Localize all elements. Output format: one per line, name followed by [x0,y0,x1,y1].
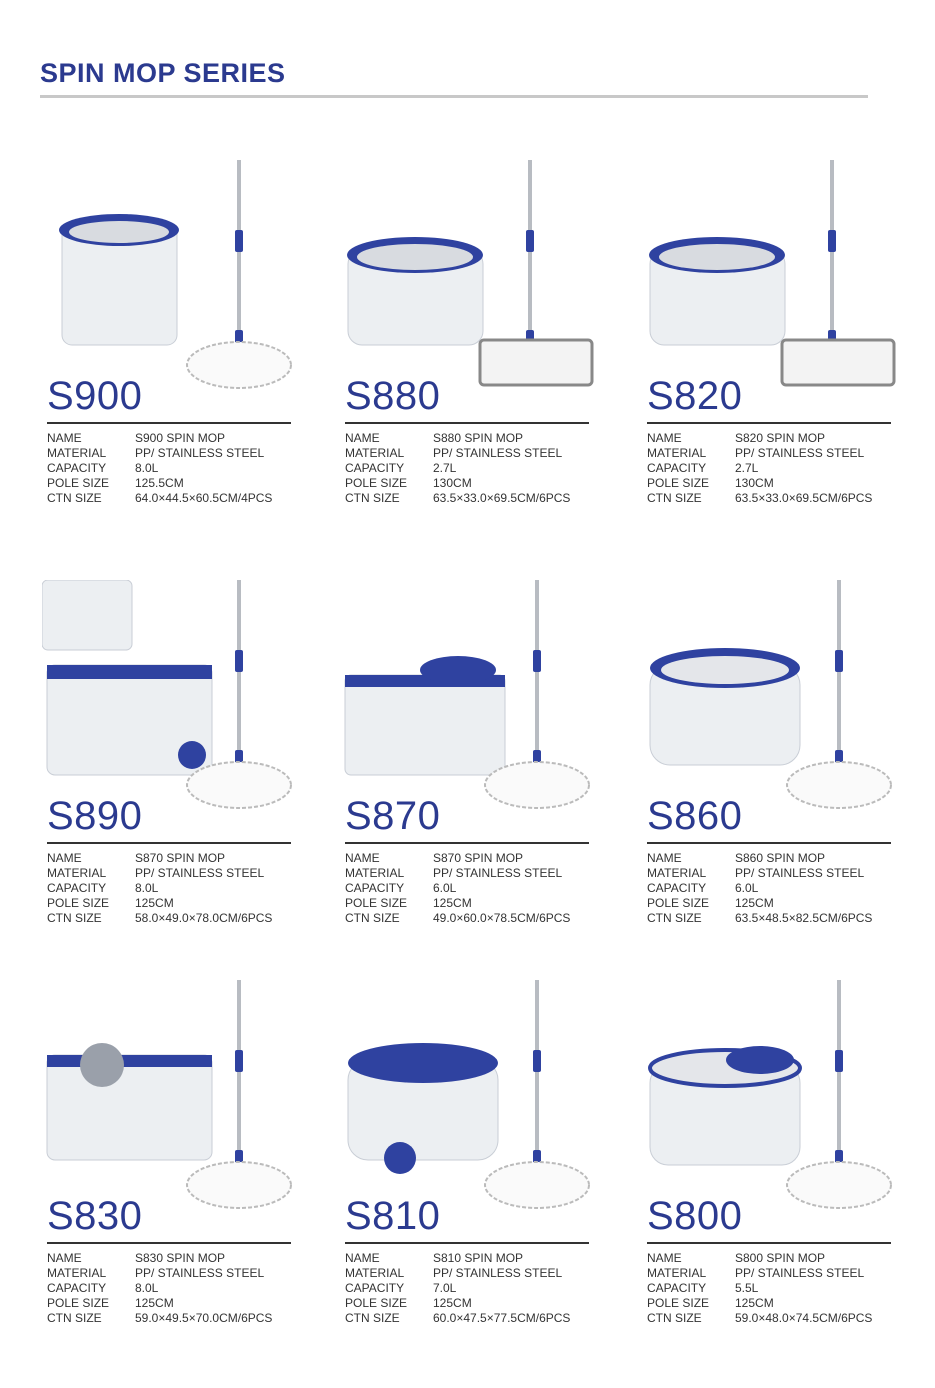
product-card-s880 [340,160,600,530]
spec-label: CTN SIZE [47,491,102,505]
spec-list [647,851,907,926]
product-photo [642,160,902,410]
spec-label: NAME [345,1251,380,1265]
spec-row [647,1251,907,1266]
spec-value: 60.0×47.5×77.5CM/6PCS [433,1311,571,1325]
bucket [59,214,179,345]
spec-value: PP/ STAINLESS STEEL [135,1266,265,1280]
spec-value: PP/ STAINLESS STEEL [735,866,865,880]
product-card-s800 [642,980,902,1350]
spec-row [47,476,307,491]
spec-list [345,1251,605,1326]
model-divider [345,422,589,424]
spec-label: CAPACITY [47,881,107,895]
spec-value: 59.0×49.5×70.0CM/6PCS [135,1311,273,1325]
spec-label: MATERIAL [647,866,707,880]
spec-row [47,851,307,866]
spec-row [47,896,307,911]
spec-label: CAPACITY [47,1281,107,1295]
model-number: S800 [647,1194,743,1238]
product-photo [42,580,302,830]
spec-value: 125CM [735,896,774,910]
spec-row [47,446,307,461]
spec-label: CAPACITY [647,1281,707,1295]
model-divider [647,422,891,424]
spec-row [647,491,907,506]
bucket [348,1043,498,1174]
spec-value: S860 SPIN MOP [735,851,826,865]
spec-label: POLE SIZE [647,896,710,910]
model-number: S870 [345,794,441,838]
spec-list [345,431,605,506]
spec-label: CAPACITY [647,461,707,475]
model-number: S830 [47,1194,143,1238]
spec-row [647,1296,907,1311]
model-number: S900 [47,374,143,418]
spec-row [47,1251,307,1266]
spec-value: 63.5×33.0×69.5CM/6PCS [735,491,873,505]
spec-row [345,491,605,506]
model-number: S820 [647,374,743,418]
spec-row [47,866,307,881]
model-number: S810 [345,1194,441,1238]
spec-value: S880 SPIN MOP [433,431,524,445]
spec-row [345,911,605,926]
spec-value: 64.0×44.5×60.5CM/4PCS [135,491,273,505]
spec-value: 130CM [735,476,774,490]
spec-value: 63.5×33.0×69.5CM/6PCS [433,491,571,505]
spec-row [647,461,907,476]
spec-value: 59.0×48.0×74.5CM/6PCS [735,1311,873,1325]
spec-label: CAPACITY [345,461,405,475]
spec-label: CAPACITY [345,881,405,895]
spec-label: MATERIAL [345,866,405,880]
spec-list [345,851,605,926]
spec-label: POLE SIZE [345,476,408,490]
spec-value: S830 SPIN MOP [135,1251,226,1265]
spec-row [647,431,907,446]
product-card-s870 [340,580,600,950]
spec-row [647,896,907,911]
model-divider [345,1242,589,1244]
spec-value: PP/ STAINLESS STEEL [433,446,563,460]
page-title: SPIN MOP SERIES [40,58,286,88]
spec-label: POLE SIZE [47,476,110,490]
spec-label: CTN SIZE [345,911,400,925]
spec-row [647,866,907,881]
product-photo [340,580,600,830]
spec-label: NAME [647,431,682,445]
spec-value: 2.7L [735,461,759,475]
spec-row [345,446,605,461]
product-card-s820 [642,160,902,530]
spec-value: PP/ STAINLESS STEEL [735,1266,865,1280]
spec-value: 8.0L [135,881,159,895]
spec-value: 58.0×49.0×78.0CM/6PCS [135,911,273,925]
spec-value: 6.0L [735,881,759,895]
product-photo [42,980,302,1230]
model-divider [47,1242,291,1244]
bucket [650,1046,800,1165]
spec-row [345,1266,605,1281]
spec-value: S820 SPIN MOP [735,431,826,445]
spec-row [345,1296,605,1311]
model-divider [647,1242,891,1244]
spec-value: 5.5L [735,1281,759,1295]
model-divider [345,842,589,844]
spec-label: MATERIAL [47,1266,107,1280]
bucket [345,656,505,775]
product-card-s860 [642,580,902,950]
spec-row [47,491,307,506]
spec-label: MATERIAL [345,446,405,460]
spec-value: 125.5CM [135,476,184,490]
spec-value: 6.0L [433,881,457,895]
spec-value: 49.0×60.0×78.5CM/6PCS [433,911,571,925]
spec-row [345,431,605,446]
spec-label: CTN SIZE [647,1311,702,1325]
spec-list [647,431,907,506]
spec-row [647,911,907,926]
spec-label: POLE SIZE [47,896,110,910]
spec-value: 125CM [433,896,472,910]
product-photo [42,160,302,410]
spec-row [647,1281,907,1296]
spec-label: POLE SIZE [47,1296,110,1310]
product-card-s810 [340,980,600,1350]
spec-value: S870 SPIN MOP [135,851,226,865]
spec-label: CAPACITY [47,461,107,475]
spec-row [47,1266,307,1281]
product-card-s900 [42,160,302,530]
spec-label: NAME [345,431,380,445]
spec-list [47,431,307,506]
spec-value: PP/ STAINLESS STEEL [135,866,265,880]
spec-value: 125CM [433,1296,472,1310]
spec-value: S870 SPIN MOP [433,851,524,865]
spec-list [47,1251,307,1326]
spec-label: CTN SIZE [647,491,702,505]
spec-value: PP/ STAINLESS STEEL [433,866,563,880]
spec-label: CTN SIZE [345,491,400,505]
spec-label: CTN SIZE [647,911,702,925]
spec-value: PP/ STAINLESS STEEL [735,446,865,460]
product-photo [642,580,902,830]
spec-label: MATERIAL [345,1266,405,1280]
bucket [649,237,785,345]
spec-row [647,851,907,866]
spec-value: 125CM [735,1296,774,1310]
spec-row [345,866,605,881]
bucket [650,648,800,765]
model-divider [647,842,891,844]
product-card-s890 [42,580,302,950]
spec-value: 125CM [135,1296,174,1310]
spec-label: CTN SIZE [345,1311,400,1325]
bucket [42,580,212,775]
spec-row [47,881,307,896]
spec-value: 8.0L [135,461,159,475]
spec-label: POLE SIZE [345,1296,408,1310]
spec-value: 7.0L [433,1281,457,1295]
spec-label: CTN SIZE [47,911,102,925]
spec-label: MATERIAL [47,446,107,460]
spec-row [345,1281,605,1296]
spec-label: POLE SIZE [647,476,710,490]
spec-row [47,911,307,926]
spec-value: S800 SPIN MOP [735,1251,826,1265]
spec-label: POLE SIZE [647,1296,710,1310]
spec-value: PP/ STAINLESS STEEL [433,1266,563,1280]
spec-row [647,1311,907,1326]
spec-row [47,431,307,446]
spec-row [345,476,605,491]
product-photo [340,160,600,410]
bucket [47,1043,212,1160]
spec-value: 2.7L [433,461,457,475]
spec-label: CAPACITY [647,881,707,895]
spec-label: CTN SIZE [47,1311,102,1325]
spec-row [47,1296,307,1311]
spec-label: MATERIAL [647,446,707,460]
spec-label: NAME [47,851,82,865]
model-number: S880 [345,374,441,418]
spec-value: 63.5×48.5×82.5CM/6PCS [735,911,873,925]
spec-row [647,476,907,491]
spec-row [647,881,907,896]
spec-label: POLE SIZE [345,896,408,910]
spec-row [345,881,605,896]
spec-row [647,1266,907,1281]
spec-label: MATERIAL [47,866,107,880]
spec-label: CAPACITY [345,1281,405,1295]
spec-row [47,1281,307,1296]
spec-value: 130CM [433,476,472,490]
title-divider [40,95,868,98]
spec-value: 8.0L [135,1281,159,1295]
spec-row [47,1311,307,1326]
spec-row [345,1311,605,1326]
spec-label: MATERIAL [647,1266,707,1280]
spec-value: PP/ STAINLESS STEEL [135,446,265,460]
spec-label: NAME [47,1251,82,1265]
spec-value: 125CM [135,896,174,910]
model-divider [47,422,291,424]
product-photo [642,980,902,1230]
spec-value: S900 SPIN MOP [135,431,226,445]
spec-label: NAME [647,851,682,865]
spec-label: NAME [345,851,380,865]
model-number: S860 [647,794,743,838]
product-card-s830 [42,980,302,1350]
spec-value: S810 SPIN MOP [433,1251,524,1265]
model-number: S890 [47,794,143,838]
spec-row [647,446,907,461]
spec-row [47,461,307,476]
spec-row [345,461,605,476]
spec-list [47,851,307,926]
product-photo [340,980,600,1230]
spec-list [647,1251,907,1326]
spec-row [345,851,605,866]
spec-row [345,1251,605,1266]
bucket [347,237,483,345]
spec-label: NAME [647,1251,682,1265]
model-divider [47,842,291,844]
spec-label: NAME [47,431,82,445]
spec-row [345,896,605,911]
